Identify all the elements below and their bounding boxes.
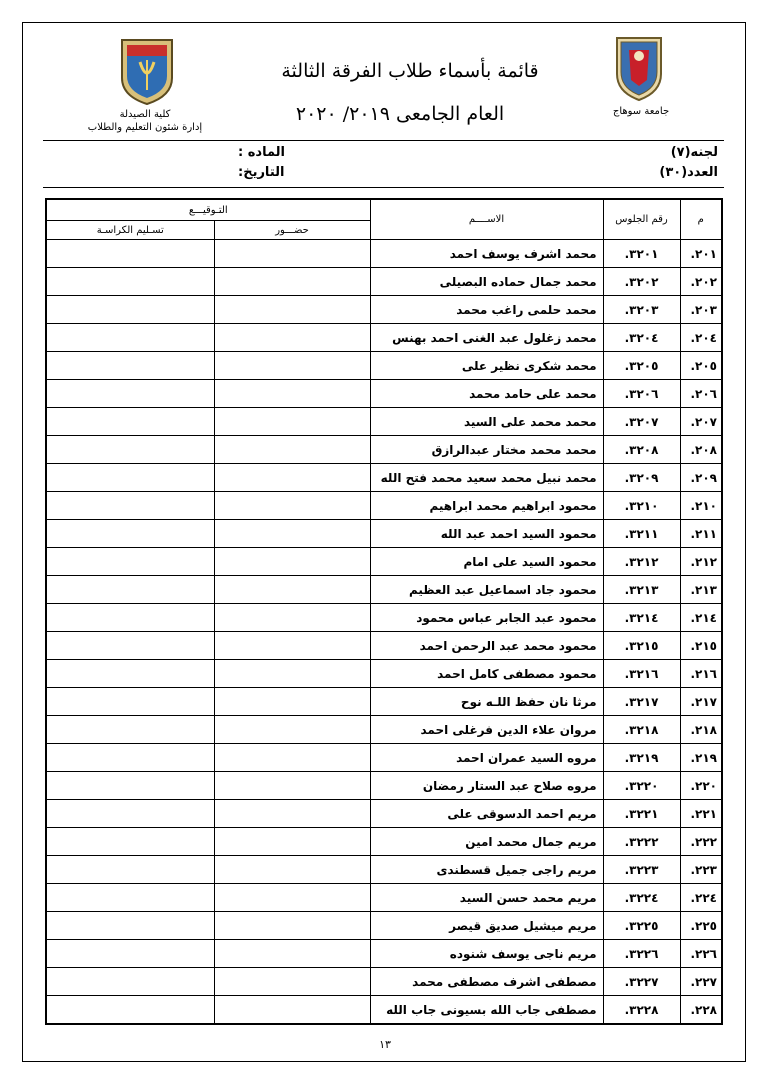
table-row <box>46 940 722 968</box>
table-row <box>46 828 722 856</box>
row-attendance-cell <box>214 688 370 716</box>
row-index: ٢١٥. <box>680 632 722 660</box>
row-booklet-cell <box>46 240 214 268</box>
row-attendance-cell <box>214 492 370 520</box>
row-student-name: مصطفى جاب الله بسيونى جاب الله <box>370 996 603 1025</box>
row-index: ٢٠٦. <box>680 380 722 408</box>
table-row <box>46 996 722 1025</box>
date-label: التاريخ: <box>238 165 285 180</box>
row-index: ٢١٨. <box>680 716 722 744</box>
row-index: ٢١٤. <box>680 604 722 632</box>
row-index: ٢٢٧. <box>680 968 722 996</box>
row-attendance-cell <box>214 828 370 856</box>
table-row <box>46 632 722 660</box>
row-booklet-cell <box>46 352 214 380</box>
table-row <box>46 408 722 436</box>
row-booklet-cell <box>46 884 214 912</box>
row-student-name: محمد على حامد محمد <box>370 380 603 408</box>
row-booklet-cell <box>46 968 214 996</box>
row-seat-number: ٣٢١٢. <box>603 548 680 576</box>
row-booklet-cell <box>46 912 214 940</box>
row-index: ٢٢٠. <box>680 772 722 800</box>
table-row <box>46 660 722 688</box>
row-booklet-cell <box>46 800 214 828</box>
row-seat-number: ٣٢٢١. <box>603 800 680 828</box>
row-booklet-cell <box>46 548 214 576</box>
row-attendance-cell <box>214 632 370 660</box>
table-row <box>46 436 722 464</box>
row-index: ٢٠٢. <box>680 268 722 296</box>
row-booklet-cell <box>46 660 214 688</box>
row-index: ٢٢٢. <box>680 828 722 856</box>
row-booklet-cell <box>46 436 214 464</box>
row-index: ٢٢٥. <box>680 912 722 940</box>
count-label: العدد(٣٠) <box>659 165 718 180</box>
row-student-name: محمود مصطفى كامل احمد <box>370 660 603 688</box>
row-attendance-cell <box>214 324 370 352</box>
row-attendance-cell <box>214 912 370 940</box>
row-student-name: مريم احمد الدسوقى على <box>370 800 603 828</box>
row-index: ٢٠٣. <box>680 296 722 324</box>
roster-body <box>46 240 722 1025</box>
row-seat-number: ٣٢١٠. <box>603 492 680 520</box>
committee-label: لجنه(٧) <box>670 145 718 160</box>
table-row <box>46 884 722 912</box>
row-student-name: محمد حلمى راغب محمد <box>370 296 603 324</box>
row-student-name: محمد اشرف يوسف احمد <box>370 240 603 268</box>
row-booklet-cell <box>46 520 214 548</box>
row-booklet-cell <box>46 380 214 408</box>
row-student-name: مريم محمد حسن السيد <box>370 884 603 912</box>
row-student-name: محمود السيد على امام <box>370 548 603 576</box>
row-attendance-cell <box>214 884 370 912</box>
faculty-line1: كلية الصيدلة <box>119 109 171 120</box>
row-attendance-cell <box>214 716 370 744</box>
row-attendance-cell <box>214 940 370 968</box>
university-logo <box>611 34 667 102</box>
row-booklet-cell <box>46 632 214 660</box>
row-student-name: محمد محمد مختار عبدالرازق <box>370 436 603 464</box>
row-seat-number: ٣٢١٤. <box>603 604 680 632</box>
row-attendance-cell <box>214 268 370 296</box>
table-row <box>46 520 722 548</box>
table-row <box>46 604 722 632</box>
row-index: ٢٠٥. <box>680 352 722 380</box>
row-booklet-cell <box>46 576 214 604</box>
row-student-name: مصطفى اشرف مصطفى محمد <box>370 968 603 996</box>
table-row <box>46 324 722 352</box>
row-index: ٢٠٤. <box>680 324 722 352</box>
table-row <box>46 968 722 996</box>
header-divider-bottom <box>43 187 724 188</box>
row-student-name: مروه السيد عمران احمد <box>370 744 603 772</box>
header-divider-top <box>43 140 724 141</box>
row-booklet-cell <box>46 464 214 492</box>
row-booklet-cell <box>46 828 214 856</box>
row-attendance-cell <box>214 996 370 1025</box>
row-seat-number: ٣٢٢٦. <box>603 940 680 968</box>
row-seat-number: ٣٢٢٢. <box>603 828 680 856</box>
row-booklet-cell <box>46 856 214 884</box>
row-seat-number: ٣٢٢٨. <box>603 996 680 1025</box>
row-attendance-cell <box>214 464 370 492</box>
table-row <box>46 772 722 800</box>
row-index: ٢٢١. <box>680 800 722 828</box>
faculty-name <box>80 108 210 134</box>
row-student-name: مروه صلاح عبد الستار رمضان <box>370 772 603 800</box>
document-title: قائمة بأسماء طلاب الفرقة الثالثة <box>281 60 539 82</box>
row-seat-number: ٣٢٢٤. <box>603 884 680 912</box>
table-row <box>46 912 722 940</box>
subject-label: الماده : <box>238 145 286 160</box>
row-attendance-cell <box>214 520 370 548</box>
row-attendance-cell <box>214 660 370 688</box>
row-attendance-cell <box>214 576 370 604</box>
row-attendance-cell <box>214 968 370 996</box>
row-attendance-cell <box>214 548 370 576</box>
row-booklet-cell <box>46 324 214 352</box>
row-student-name: مرثا نان حفظ اللـه نوح <box>370 688 603 716</box>
table-row <box>46 744 722 772</box>
table-row <box>46 296 722 324</box>
row-seat-number: ٣٢١٨. <box>603 716 680 744</box>
row-seat-number: ٣٢٢٣. <box>603 856 680 884</box>
row-booklet-cell <box>46 772 214 800</box>
table-row <box>46 856 722 884</box>
row-student-name: مريم ميشيل صديق قيصر <box>370 912 603 940</box>
row-seat-number: ٣٢٠٤. <box>603 324 680 352</box>
row-index: ٢٠٨. <box>680 436 722 464</box>
row-index: ٢٠١. <box>680 240 722 268</box>
row-attendance-cell <box>214 296 370 324</box>
row-booklet-cell <box>46 744 214 772</box>
row-seat-number: ٣٢١٣. <box>603 576 680 604</box>
academic-year: العام الجامعى ٢٠١٩/ ٢٠٢٠ <box>295 103 505 125</box>
table-row <box>46 268 722 296</box>
row-student-name: مريم جمال محمد امين <box>370 828 603 856</box>
row-index: ٢١٩. <box>680 744 722 772</box>
row-attendance-cell <box>214 352 370 380</box>
row-student-name: محمود جاد اسماعيل عبد العظيم <box>370 576 603 604</box>
row-seat-number: ٣٢٠٩. <box>603 464 680 492</box>
row-student-name: مروان علاء الدين فرغلى احمد <box>370 716 603 744</box>
row-booklet-cell <box>46 940 214 968</box>
row-booklet-cell <box>46 268 214 296</box>
row-index: ٢٢٦. <box>680 940 722 968</box>
row-index: ٢١٧. <box>680 688 722 716</box>
page-number: ١٣ <box>379 1038 391 1051</box>
table-header-row <box>46 199 722 221</box>
row-student-name: محمود محمد عبد الرحمن احمد <box>370 632 603 660</box>
row-index: ٢٠٩. <box>680 464 722 492</box>
row-student-name: محمود عبد الجابر عباس محمود <box>370 604 603 632</box>
row-seat-number: ٣٢١٩. <box>603 744 680 772</box>
row-seat-number: ٣٢٢٠. <box>603 772 680 800</box>
header-name: الاســــم <box>370 199 603 240</box>
row-booklet-cell <box>46 996 214 1025</box>
row-student-name: محمد زغلول عبد الغنى احمد بهنس <box>370 324 603 352</box>
row-booklet-cell <box>46 716 214 744</box>
row-seat-number: ٣٢٠٨. <box>603 436 680 464</box>
row-attendance-cell <box>214 240 370 268</box>
row-attendance-cell <box>214 408 370 436</box>
header-booklet-delivery: تسـليم الكراسـة <box>46 221 214 240</box>
table-row <box>46 576 722 604</box>
row-seat-number: ٣٢١٧. <box>603 688 680 716</box>
row-attendance-cell <box>214 744 370 772</box>
row-student-name: مريم ناجى يوسف شنوده <box>370 940 603 968</box>
row-student-name: مريم راجى جميل قسطندى <box>370 856 603 884</box>
row-index: ٢١٣. <box>680 576 722 604</box>
row-student-name: محمود ابراهيم محمد ابراهيم <box>370 492 603 520</box>
row-booklet-cell <box>46 408 214 436</box>
row-index: ٢٠٧. <box>680 408 722 436</box>
row-student-name: محمد جمال حماده البصيلى <box>370 268 603 296</box>
table-row <box>46 352 722 380</box>
row-attendance-cell <box>214 380 370 408</box>
row-index: ٢١٠. <box>680 492 722 520</box>
table-row <box>46 464 722 492</box>
row-attendance-cell <box>214 604 370 632</box>
student-roster-table <box>45 198 723 1025</box>
row-index: ٢٢٣. <box>680 856 722 884</box>
row-student-name: محمود السيد احمد عبد الله <box>370 520 603 548</box>
row-index: ٢١١. <box>680 520 722 548</box>
row-booklet-cell <box>46 604 214 632</box>
header-attendance: حضـــور <box>214 221 370 240</box>
row-seat-number: ٣٢٠١. <box>603 240 680 268</box>
row-seat-number: ٣٢٢٧. <box>603 968 680 996</box>
table-row <box>46 548 722 576</box>
faculty-line2: إدارة شئون التعليم والطلاب <box>87 122 203 133</box>
row-attendance-cell <box>214 436 370 464</box>
faculty-logo <box>118 34 176 106</box>
row-index: ٢١٢. <box>680 548 722 576</box>
table-row <box>46 492 722 520</box>
row-seat-number: ٣٢٠٢. <box>603 268 680 296</box>
row-seat-number: ٣٢٠٣. <box>603 296 680 324</box>
row-index: ٢٢٨. <box>680 996 722 1025</box>
table-row <box>46 800 722 828</box>
row-index: ٢١٦. <box>680 660 722 688</box>
row-booklet-cell <box>46 492 214 520</box>
row-seat-number: ٣٢١٦. <box>603 660 680 688</box>
header-index: م <box>680 199 722 240</box>
header-seat-number: رقم الجلوس <box>603 199 680 240</box>
row-seat-number: ٣٢٠٥. <box>603 352 680 380</box>
header-signature: التـوقيـــع <box>46 199 370 221</box>
row-student-name: محمد محمد على السيد <box>370 408 603 436</box>
row-booklet-cell <box>46 296 214 324</box>
row-seat-number: ٣٢٢٥. <box>603 912 680 940</box>
row-seat-number: ٣٢١٥. <box>603 632 680 660</box>
row-student-name: محمد شكرى نظير على <box>370 352 603 380</box>
university-name: جامعة سوهاج <box>612 106 670 117</box>
row-attendance-cell <box>214 800 370 828</box>
table-row <box>46 380 722 408</box>
table-row <box>46 240 722 268</box>
table-row <box>46 716 722 744</box>
row-student-name: محمد نبيل محمد سعيد محمد فتح الله <box>370 464 603 492</box>
row-attendance-cell <box>214 856 370 884</box>
row-booklet-cell <box>46 688 214 716</box>
row-index: ٢٢٤. <box>680 884 722 912</box>
row-seat-number: ٣٢١١. <box>603 520 680 548</box>
row-seat-number: ٣٢٠٧. <box>603 408 680 436</box>
table-row <box>46 688 722 716</box>
row-attendance-cell <box>214 772 370 800</box>
row-seat-number: ٣٢٠٦. <box>603 380 680 408</box>
